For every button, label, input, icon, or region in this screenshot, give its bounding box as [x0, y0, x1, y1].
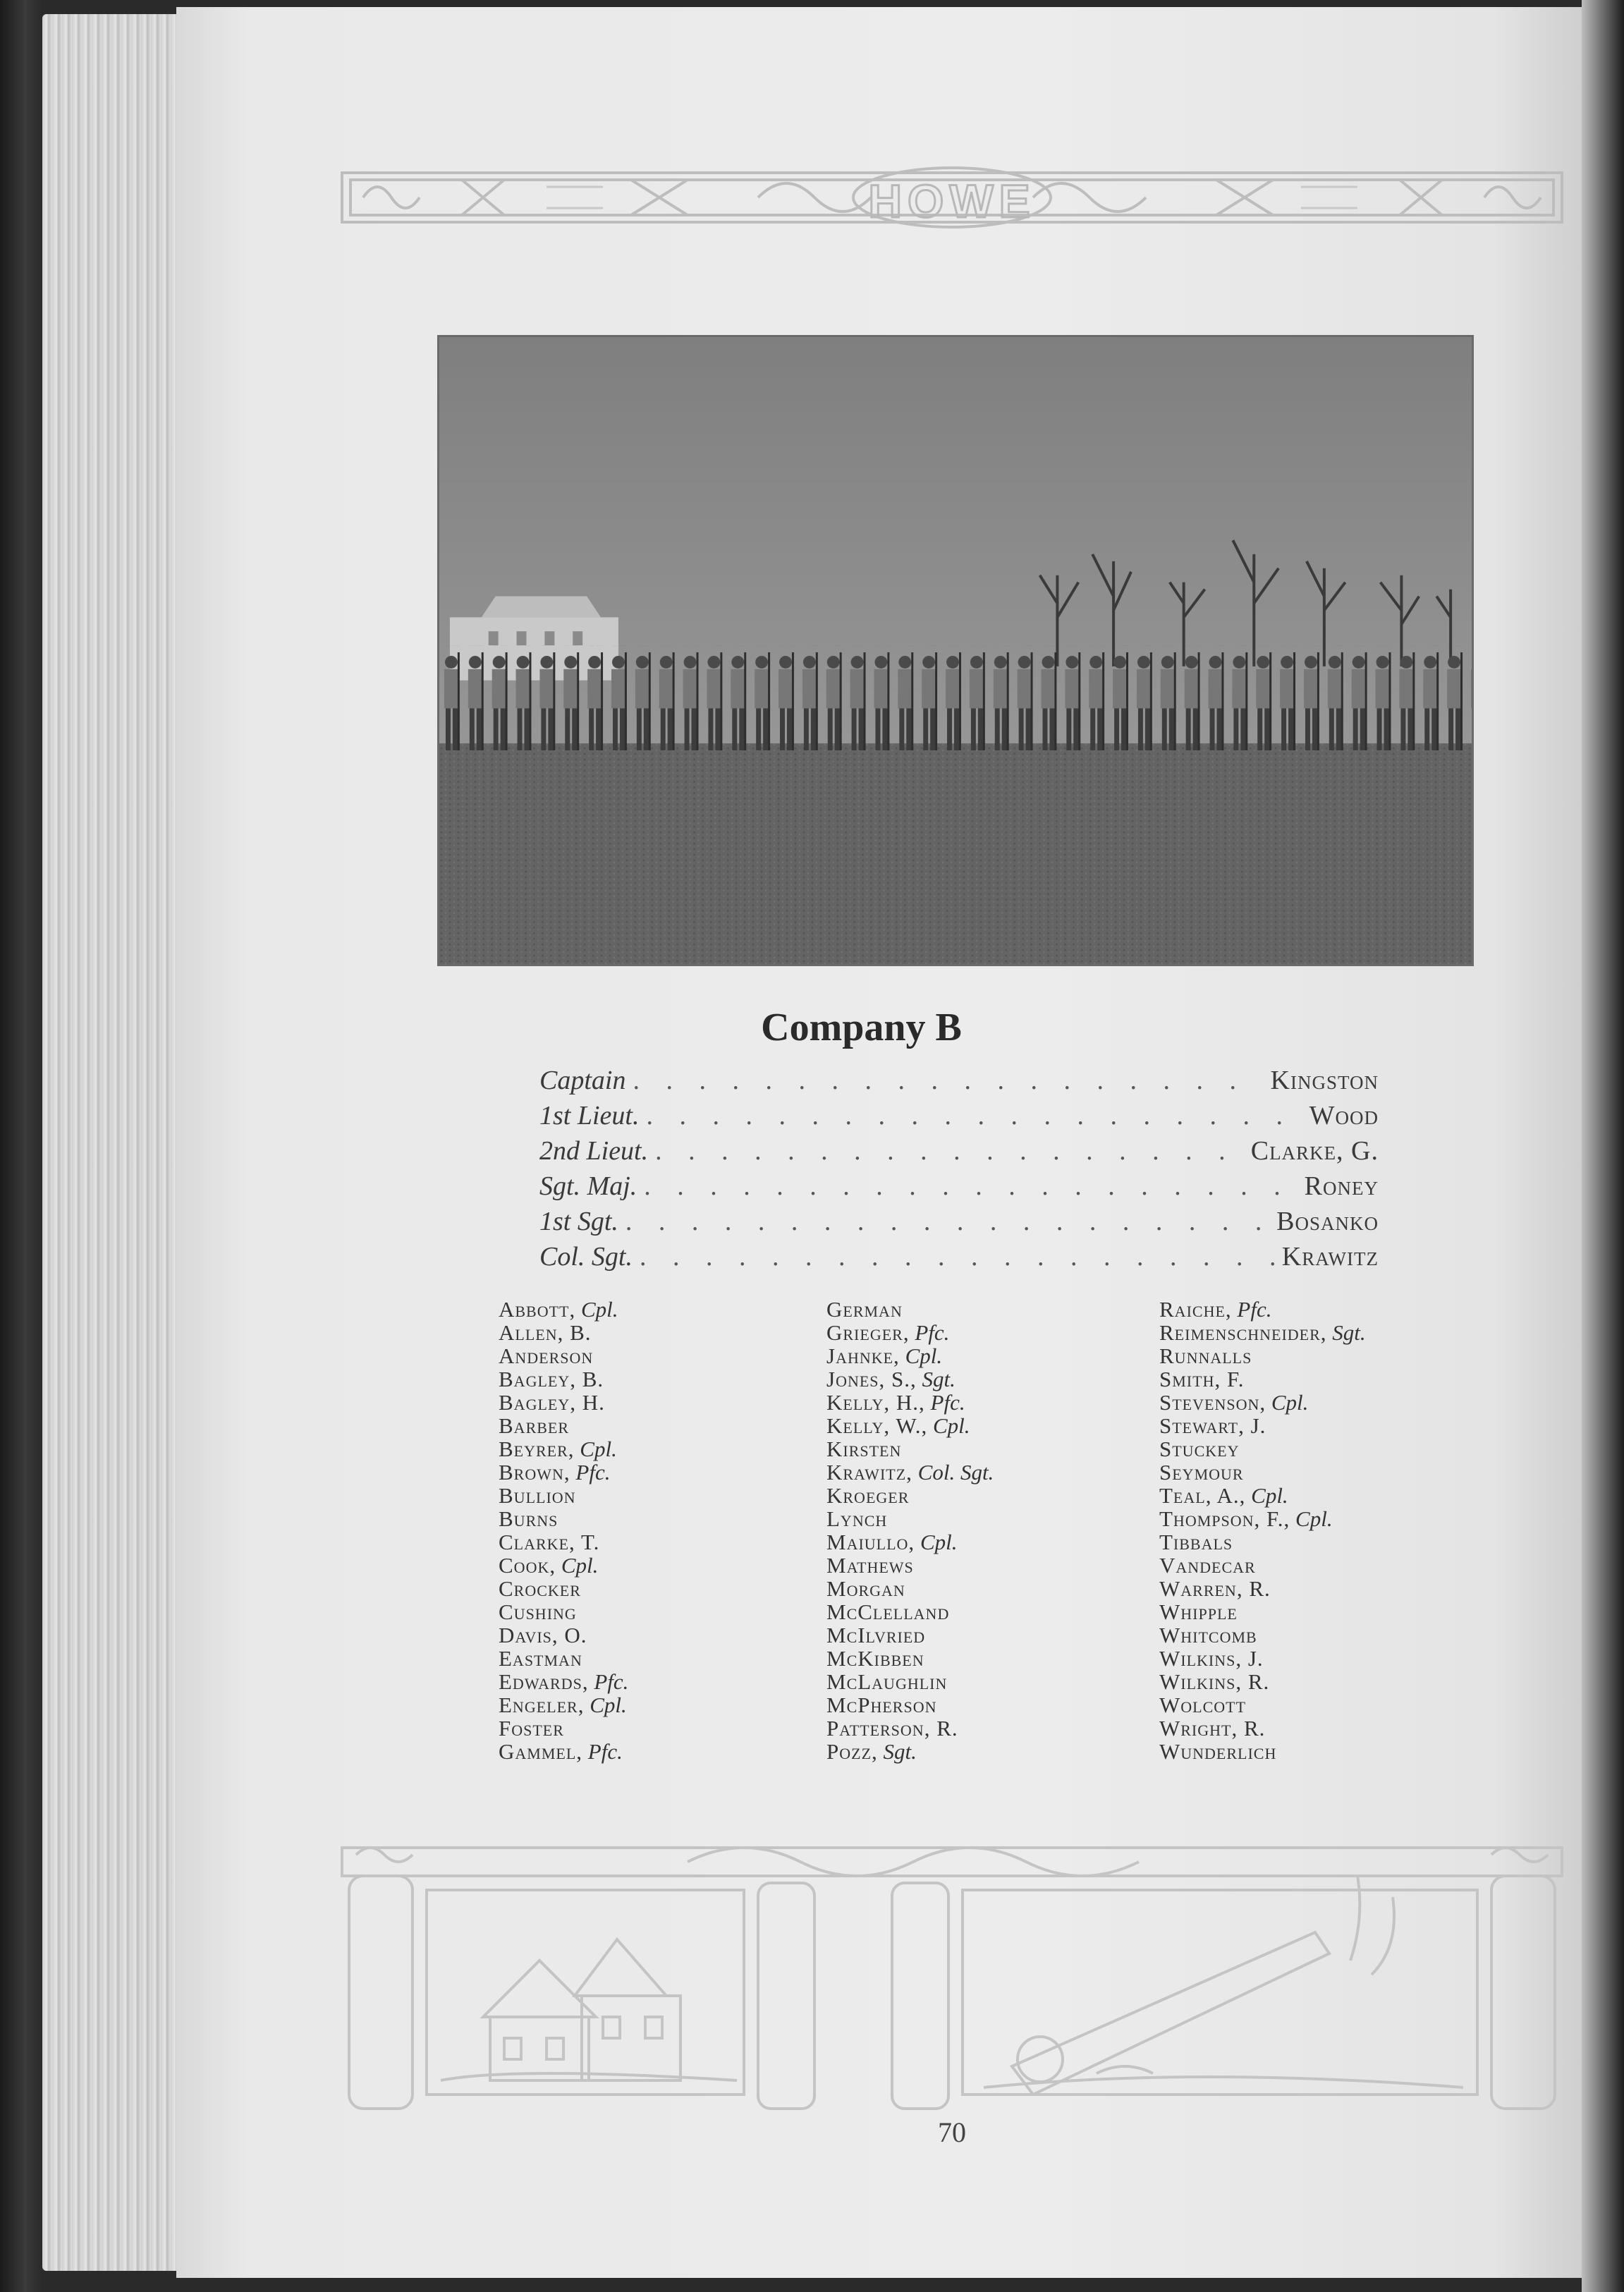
cadet-rank: Cpl.	[580, 1437, 617, 1461]
cadet-name: Mathews	[826, 1553, 914, 1578]
roster-entry	[1159, 1367, 1366, 1391]
cadet-name: Davis, O.	[499, 1623, 587, 1647]
roster-entry	[499, 1600, 628, 1623]
roster-entry	[499, 1554, 628, 1577]
roster-entry	[499, 1670, 628, 1693]
cadet-name: Lynch	[826, 1506, 888, 1531]
roster-entry	[499, 1367, 628, 1391]
roster-entry	[1159, 1298, 1366, 1321]
cadet-name: Kelly, H.,	[826, 1390, 925, 1415]
officer-row	[539, 1206, 1379, 1241]
cadet-name: Reimenschneider,	[1159, 1320, 1327, 1345]
cadet-name: Thompson, F.,	[1159, 1506, 1290, 1531]
roster-entry	[1159, 1321, 1366, 1344]
cadet-name: Kroeger	[826, 1483, 910, 1508]
officer-row	[539, 1171, 1379, 1206]
roster-entry	[499, 1577, 628, 1600]
cadet-rank: Pfc.	[1237, 1297, 1272, 1322]
cadet-rank: Cpl.	[1295, 1506, 1333, 1531]
cadet-rank: Cpl.	[905, 1343, 943, 1368]
roster-entry	[499, 1484, 628, 1507]
page-title	[0, 1005, 1624, 1050]
leader-dots	[625, 1206, 1269, 1237]
roster-entry	[1159, 1670, 1366, 1693]
cadet-name: Anderson	[499, 1343, 594, 1368]
officer-role: Col. Sgt.	[539, 1242, 633, 1272]
roster-entry	[1159, 1507, 1366, 1530]
cadet-name: Wilkins, J.	[1159, 1646, 1264, 1671]
cadet-name: Gammel,	[499, 1739, 583, 1764]
roster-entry	[499, 1530, 628, 1554]
cadet-name: Cushing	[499, 1599, 577, 1624]
roster-entry	[826, 1484, 994, 1507]
cadet-rank: Pfc.	[594, 1669, 629, 1694]
cadet-name: Cook,	[499, 1553, 556, 1578]
roster-column-3	[1159, 1298, 1366, 1763]
cadet-rank: Cpl.	[581, 1297, 618, 1322]
roster-entry	[1159, 1414, 1366, 1437]
roster-entry	[826, 1717, 994, 1740]
cadet-name: Patterson, R.	[826, 1716, 958, 1741]
cadet-name: Allen, B.	[499, 1320, 592, 1345]
cadet-name: Grieger,	[826, 1320, 910, 1345]
roster-entry	[826, 1344, 994, 1367]
cadet-name: Stuckey	[1159, 1437, 1240, 1461]
cadet-name: Whipple	[1159, 1599, 1238, 1624]
roster-entry	[826, 1600, 994, 1623]
roster-entry	[1159, 1717, 1366, 1740]
cadet-rank: Sgt.	[922, 1367, 956, 1391]
roster-entry	[826, 1414, 994, 1437]
officer-name: Kingston	[1270, 1066, 1379, 1095]
officer-row	[539, 1065, 1379, 1100]
cadet-rank: Pfc.	[587, 1739, 623, 1764]
cadet-name: Wright, R.	[1159, 1716, 1266, 1741]
cadet-rank: Cpl.	[590, 1693, 627, 1717]
roster-entry	[1159, 1623, 1366, 1647]
officer-name: Bosanko	[1276, 1207, 1379, 1236]
cadet-rank: Cpl.	[920, 1530, 958, 1554]
cadet-name: McPherson	[826, 1693, 937, 1717]
roster-entry	[499, 1461, 628, 1484]
officers-list	[539, 1065, 1379, 1276]
roster-entry	[499, 1717, 628, 1740]
cadet-name: Stevenson,	[1159, 1390, 1266, 1415]
banner-text: HOWE	[868, 175, 1036, 227]
leader-dots	[633, 1065, 1263, 1096]
cadet-rank: Col. Sgt.	[917, 1460, 994, 1485]
roster-entry	[1159, 1577, 1366, 1600]
cadet-name: Foster	[499, 1716, 564, 1741]
cadet-name: Runnalls	[1159, 1343, 1252, 1368]
scroll-banner-icon	[335, 1834, 1569, 2123]
cadet-name: Bullion	[499, 1483, 576, 1508]
roster-entry	[826, 1623, 994, 1647]
company-photo	[437, 335, 1474, 966]
roster-entry	[826, 1298, 994, 1321]
cadet-name: Brown,	[499, 1460, 570, 1485]
officer-row	[539, 1135, 1379, 1171]
roster-entry	[826, 1647, 994, 1670]
officer-role: Captain	[539, 1066, 626, 1095]
page-number: 70	[938, 2116, 966, 2148]
cadet-name: McLaughlin	[826, 1669, 948, 1694]
roster-entry	[1159, 1437, 1366, 1461]
roster-entry	[499, 1321, 628, 1344]
officer-name: Clarke, G.	[1250, 1136, 1379, 1166]
roster-entry	[826, 1530, 994, 1554]
cadet-name: Beyrer,	[499, 1437, 575, 1461]
roster-entry	[1159, 1740, 1366, 1763]
officer-role: 2nd Lieut.	[539, 1136, 649, 1166]
cadet-name: Vandecar	[1159, 1553, 1256, 1578]
cadet-name: Pozz,	[826, 1739, 878, 1764]
roster-entry	[1159, 1554, 1366, 1577]
roster-entry	[826, 1321, 994, 1344]
roster-column-1	[499, 1298, 628, 1763]
cadet-name: Seymour	[1159, 1460, 1244, 1485]
cadet-name: Morgan	[826, 1576, 905, 1601]
roster-entry	[499, 1344, 628, 1367]
cadet-name: Bagley, H.	[499, 1390, 605, 1415]
cadet-name: Crocker	[499, 1576, 581, 1601]
cadet-name: Kelly, W.,	[826, 1413, 928, 1438]
cadet-rank: Cpl.	[933, 1413, 970, 1438]
cadet-name: McKibben	[826, 1646, 924, 1671]
officer-name: Krawitz	[1281, 1242, 1379, 1272]
cadet-rank: Cpl.	[1271, 1390, 1309, 1415]
cadet-name: Jahnke,	[826, 1343, 900, 1368]
cadet-rank: Pfc.	[915, 1320, 950, 1345]
header-banner	[335, 159, 1569, 236]
cadet-rank: Pfc.	[930, 1390, 965, 1415]
roster-entry	[1159, 1391, 1366, 1414]
leader-dots	[655, 1135, 1244, 1166]
roster-entry	[1159, 1647, 1366, 1670]
officer-role: Sgt. Maj.	[539, 1171, 637, 1201]
roster	[499, 1298, 1458, 1770]
roster-entry	[826, 1391, 994, 1414]
leader-dots	[644, 1171, 1297, 1202]
roster-entry	[826, 1693, 994, 1717]
roster-entry	[499, 1647, 628, 1670]
roster-entry	[826, 1461, 994, 1484]
cadet-rank: Sgt.	[883, 1739, 917, 1764]
officer-role: 1st Sgt.	[539, 1207, 618, 1236]
officer-row	[539, 1100, 1379, 1135]
cadet-name: Teal, A.,	[1159, 1483, 1246, 1508]
cadet-name: Stewart, J.	[1159, 1413, 1266, 1438]
officer-name: Wood	[1309, 1101, 1379, 1130]
cadet-rank: Sgt.	[1332, 1320, 1366, 1345]
page-shadow	[1582, 0, 1624, 2292]
cadet-name: Whitcomb	[1159, 1623, 1257, 1647]
cadet-name: Warren, R.	[1159, 1576, 1271, 1601]
roster-column-2	[826, 1298, 994, 1763]
officer-role: 1st Lieut.	[539, 1101, 640, 1130]
roster-entry	[499, 1391, 628, 1414]
roster-entry	[1159, 1484, 1366, 1507]
cadet-rank: Pfc.	[575, 1460, 611, 1485]
cadet-name: Wolcott	[1159, 1693, 1247, 1717]
cadet-name: Eastman	[499, 1646, 582, 1671]
cadet-name: Smith, F.	[1159, 1367, 1245, 1391]
roster-entry	[1159, 1600, 1366, 1623]
leader-dots	[640, 1241, 1275, 1272]
cadet-name: Wilkins, R.	[1159, 1669, 1270, 1694]
roster-entry	[826, 1670, 994, 1693]
cadet-name: Tibbals	[1159, 1530, 1233, 1554]
cadet-name: McIlvried	[826, 1623, 926, 1647]
officer-row	[539, 1241, 1379, 1276]
roster-entry	[1159, 1693, 1366, 1717]
roster-entry	[826, 1740, 994, 1763]
roster-entry	[499, 1437, 628, 1461]
roster-entry	[1159, 1530, 1366, 1554]
leader-dots	[646, 1100, 1302, 1131]
cadet-name: Bagley, B.	[499, 1367, 604, 1391]
cadet-rank: Cpl.	[561, 1553, 599, 1578]
cadet-name: Burns	[499, 1506, 558, 1531]
cadet-name: Abbott,	[499, 1297, 576, 1322]
roster-entry	[499, 1693, 628, 1717]
cadet-name: Kirsten	[826, 1437, 902, 1461]
roster-entry	[826, 1437, 994, 1461]
cadet-name: Barber	[499, 1413, 570, 1438]
roster-entry	[499, 1414, 628, 1437]
cadet-name: German	[826, 1297, 903, 1322]
cadet-name: Krawitz,	[826, 1460, 912, 1485]
cadet-name: Maiullo,	[826, 1530, 915, 1554]
page-edges	[42, 14, 190, 2271]
book-spine	[0, 0, 42, 2292]
roster-entry	[1159, 1461, 1366, 1484]
cadet-name: Jones, S.,	[826, 1367, 917, 1391]
company-title: Company B	[761, 1006, 962, 1049]
roster-entry	[499, 1298, 628, 1321]
roster-entry	[499, 1507, 628, 1530]
roster-entry	[499, 1623, 628, 1647]
cadet-name: Wunderlich	[1159, 1739, 1277, 1764]
cadet-rank: Cpl.	[1251, 1483, 1288, 1508]
roster-entry	[826, 1367, 994, 1391]
roster-entry	[1159, 1344, 1366, 1367]
roster-entry	[826, 1554, 994, 1577]
cadet-name: Raiche,	[1159, 1297, 1232, 1322]
cadet-name: McClelland	[826, 1599, 950, 1624]
footer-illustration	[335, 1834, 1569, 2123]
roster-entry	[499, 1740, 628, 1763]
roster-entry	[826, 1577, 994, 1600]
cadet-name: Engeler,	[499, 1693, 585, 1717]
cadet-name: Clarke, T.	[499, 1530, 600, 1554]
officer-name: Roney	[1304, 1171, 1379, 1201]
roster-entry	[826, 1507, 994, 1530]
cadet-name: Edwards,	[499, 1669, 589, 1694]
